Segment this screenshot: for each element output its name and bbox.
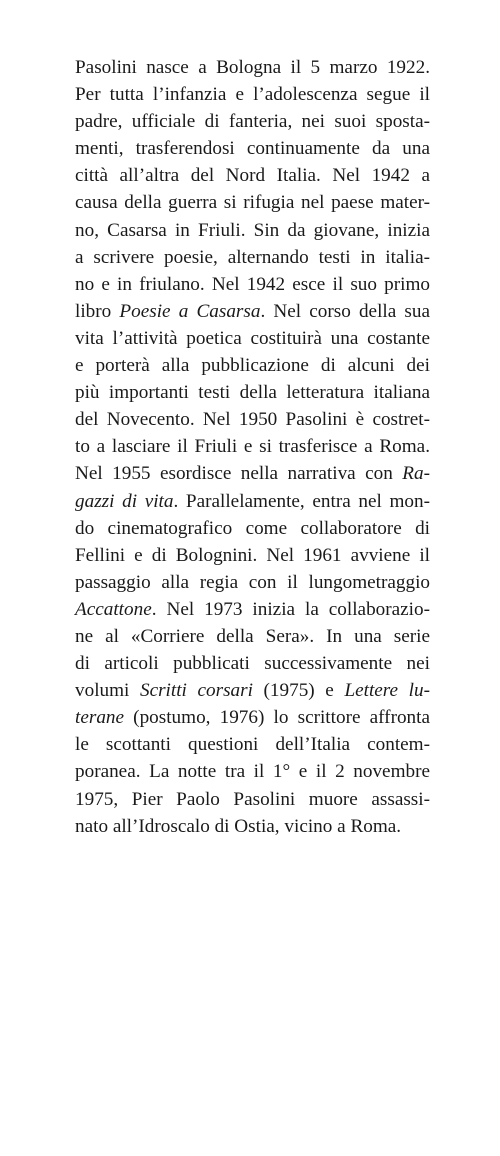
author-biography [75,54,430,840]
bio-line: Accattone. Nel 1973 inizia la collaborazio- [75,598,430,620]
bio-line: libro Poesie a Casarsa. Nel corso della sua [75,300,430,322]
bio-line: Per tutta l’infanzia e l’adolescenza segue il [75,84,430,106]
bio-line: di articoli pubblicati successivamente nei [75,653,430,675]
bio-line: ne al «Corriere della Sera». In una serie [75,625,430,647]
bio-line: nato all’Idroscalo di Ostia, vicino a Roma. [75,815,402,837]
bio-line: to a lasciare il Friuli e si trasferisce a Roma. [75,436,430,458]
bio-line: do cinematografico come collaboratore di [75,517,430,539]
bio-line: del Novecento. Nel 1950 Pasolini è costret- [75,409,430,431]
book-title-poesie-a-casarsa: Poesie a Casarsa [119,300,261,322]
bio-line: volumi Scritti corsari (1975) e Lettere lu- [75,680,430,702]
book-title-lettere-luterane: Lettere lu- [344,680,430,702]
film-title-accattone: Accattone [75,598,152,620]
bio-line: più importanti testi della letteratura italiana [75,382,430,404]
bio-line: le scottanti questioni dell’Italia contem- [75,734,430,756]
book-title-ragazzi-di-vita: gazzi di vita [75,490,174,512]
bio-line: padre, ufficiale di fanteria, nei suoi sposta- [75,111,430,133]
bio-line: passaggio alla regia con il lungometraggio [75,571,430,593]
bio-line: Nel 1955 esordisce nella narrativa con Ra- [75,463,430,485]
bio-line: a scrivere poesie, alternando testi in italia- [75,246,430,268]
bio-line: menti, trasferendosi continuamente da una [75,138,430,160]
bio-line: Pasolini nasce a Bologna il 5 marzo 1922. [75,57,430,78]
book-title-ragazzi-di-vita: Ra- [402,463,430,485]
book-title-lettere-luterane: terane [75,707,125,729]
bio-line: Fellini e di Bolognini. Nel 1961 avviene il [75,544,430,566]
bio-line: 1975, Pier Paolo Pasolini muore assassi- [75,788,430,810]
bio-line: e porterà alla pubblicazione di alcuni dei [75,355,430,377]
book-title-scritti-corsari: Scritti corsari [139,680,253,702]
bio-line: gazzi di vita. Parallelamente, entra nel mon- [75,490,430,512]
bio-line: no, Casarsa in Friuli. Sin da giovane, inizia [75,219,430,241]
bio-line: no e in friulano. Nel 1942 esce il suo primo [75,273,430,295]
bio-line: causa della guerra si rifugia nel paese mater- [75,192,430,214]
bio-line: terane (postumo, 1976) lo scrittore affronta [75,707,430,729]
bio-line: città all’altra del Nord Italia. Nel 1942 a [75,165,430,187]
bio-line: poranea. La notte tra il 1° e il 2 novembre [75,761,430,783]
bio-line: vita l’attività poetica costituirà una costante [75,327,430,349]
